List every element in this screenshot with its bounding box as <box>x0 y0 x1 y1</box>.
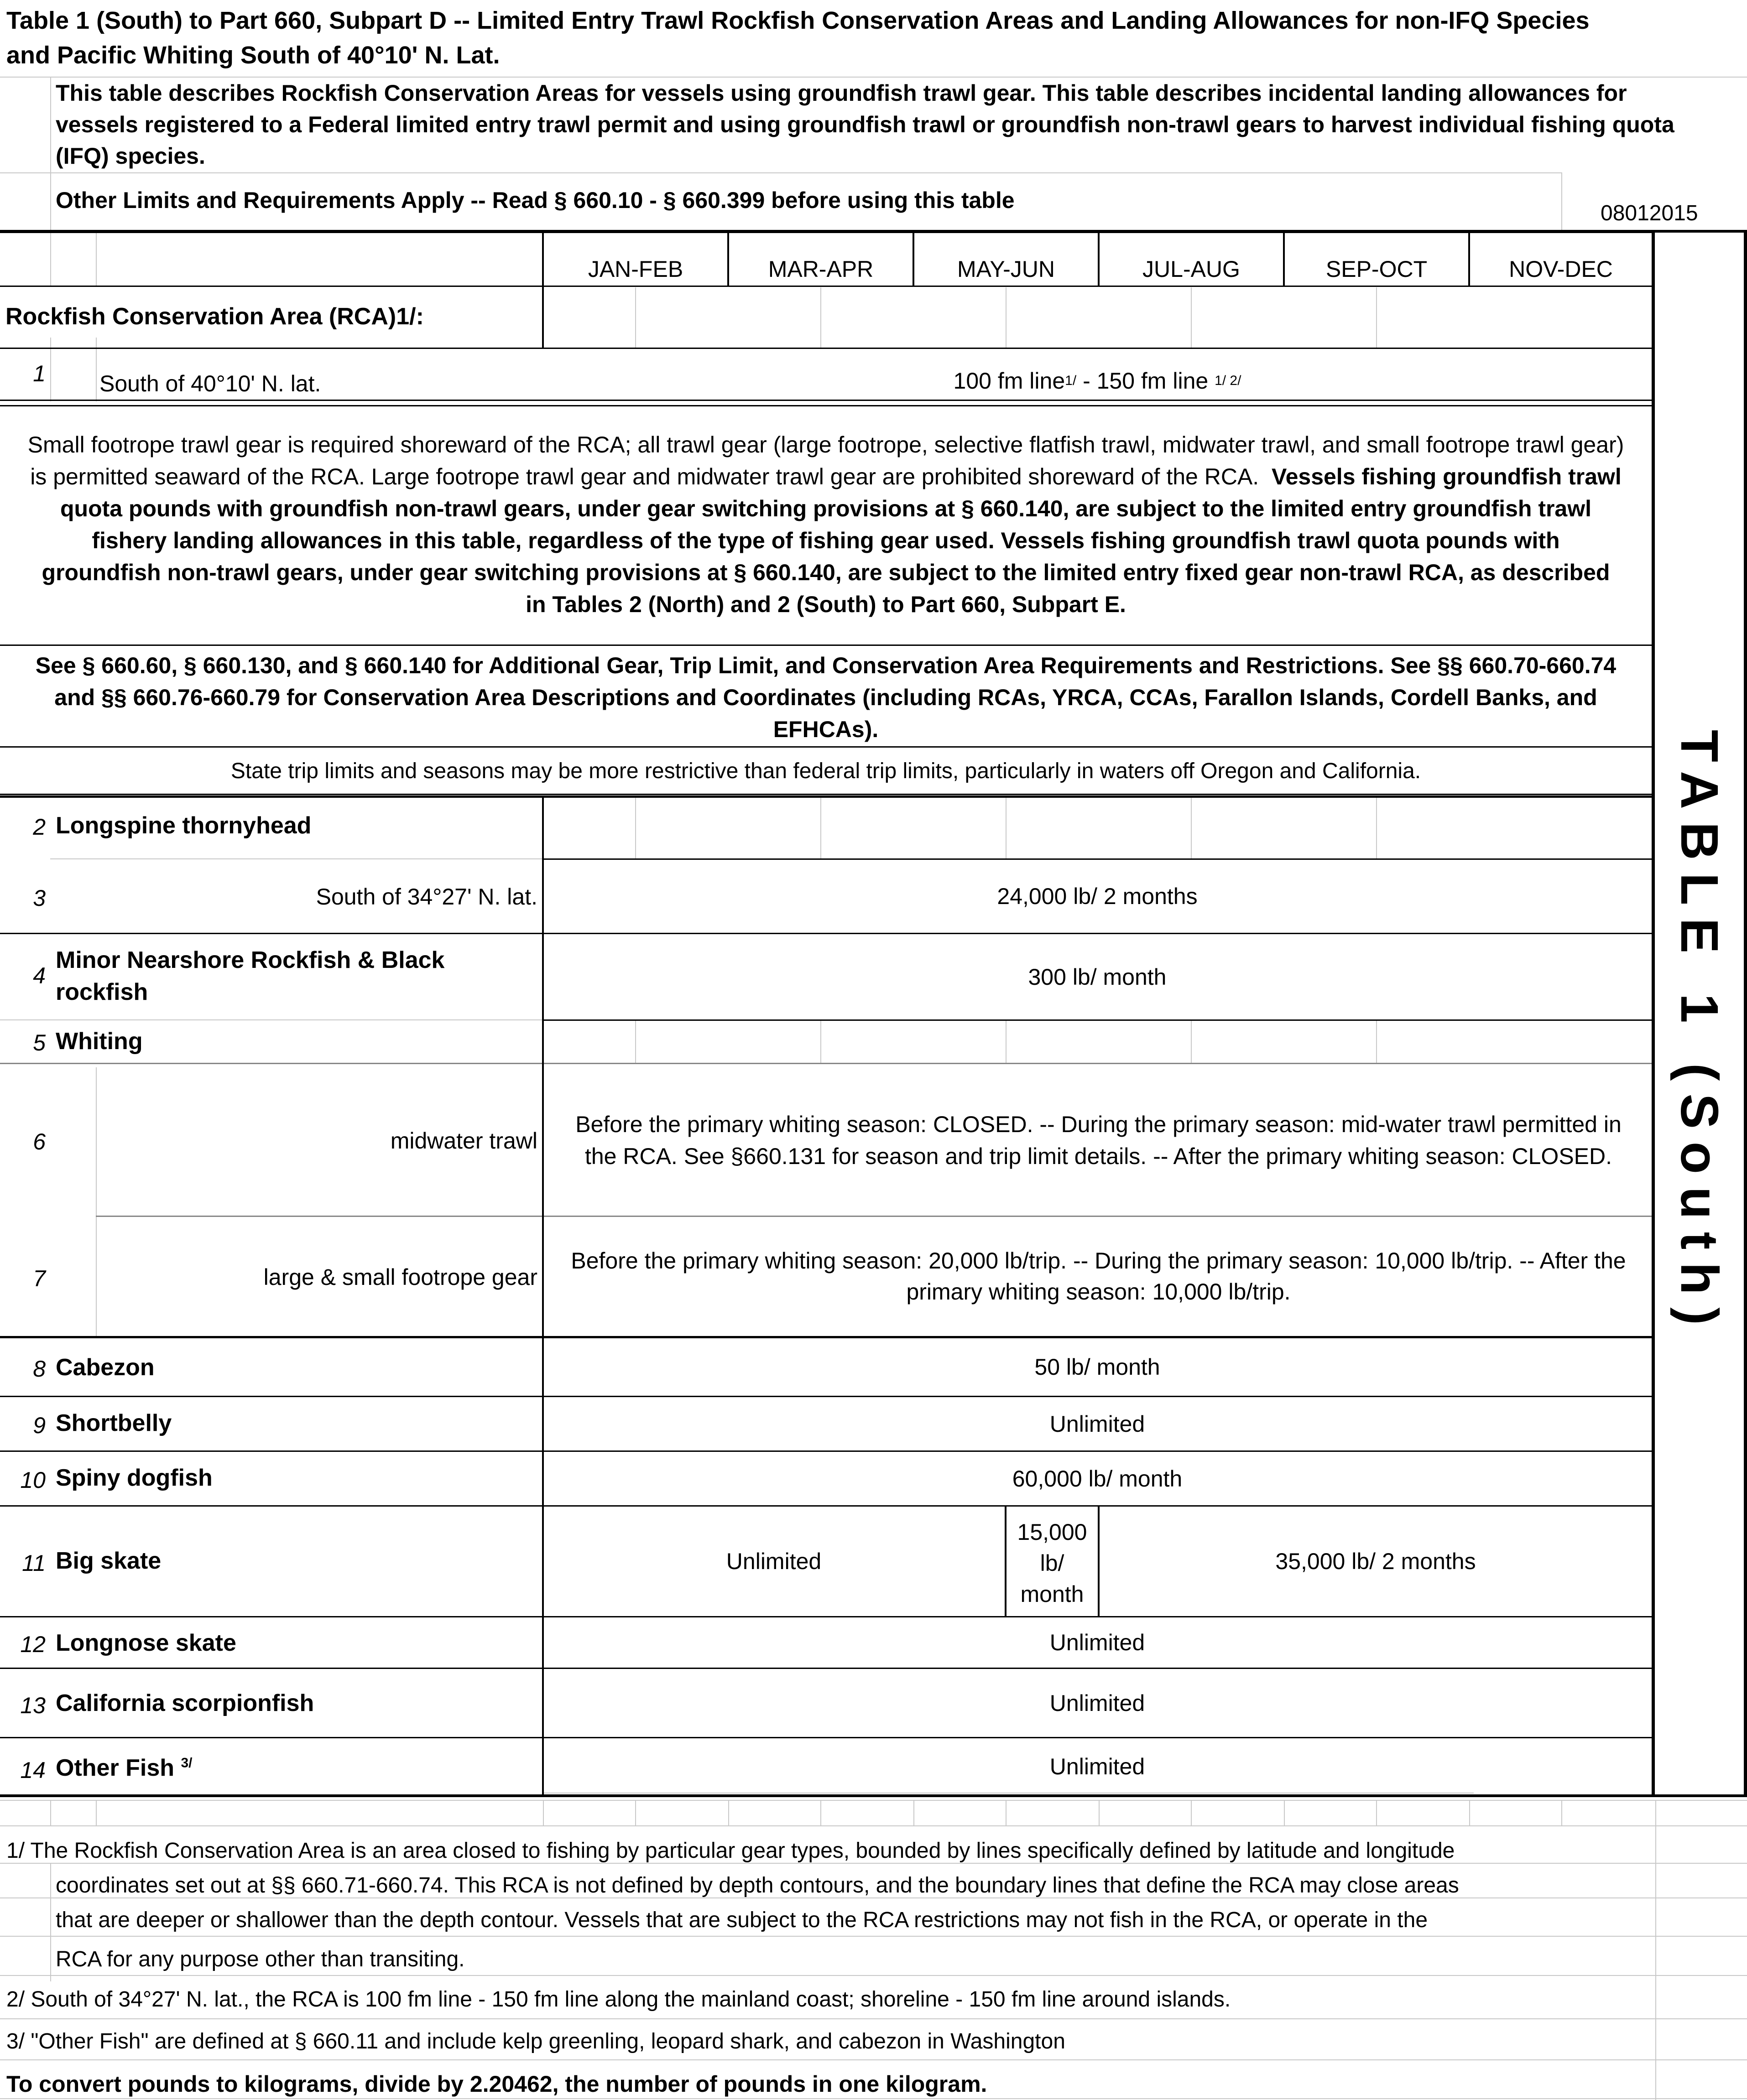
row-number: 10 <box>20 1467 46 1493</box>
gear-note-line2 <box>0 461 1652 493</box>
trip-limit-cabezon: 50 lb/ month <box>1034 1354 1160 1380</box>
species-label-other-fish <box>56 1754 193 1782</box>
row-number: 12 <box>20 1632 46 1657</box>
trip-limit-whiting-footrope-line2: primary whiting season: 10,000 lb/trip. <box>906 1279 1291 1305</box>
trip-limit-big-skate-jun-line1: 15,000 <box>1017 1519 1087 1545</box>
gear-note-line6: in Tables 2 (North) and 2 (South) to Part 660, Subpart E. <box>526 592 1126 617</box>
row-number: 1 <box>33 361 46 386</box>
description-line2: vessels registered to a Federal limited entry trawl permit and using groundfish trawl or groundfish non-trawl gears to harvest individual fishing quota <box>56 112 1674 137</box>
period-header-may-jun: MAY-JUN <box>957 256 1055 282</box>
trip-limit-longspine-south: 24,000 lb/ 2 months <box>997 884 1198 909</box>
trip-limit-whiting-footrope <box>545 1245 1652 1307</box>
species-label-spiny-dogfish: Spiny dogfish <box>56 1465 213 1491</box>
trip-limit-longnose-skate: Unlimited <box>1049 1630 1145 1655</box>
gear-label-midwater-trawl: midwater trawl <box>390 1128 537 1154</box>
rca-value-b: - 150 fm line <box>1076 368 1215 394</box>
gear-note-line2-bold: Vessels fishing groundfish trawl <box>1271 464 1622 489</box>
footnote-1-line2: coordinates set out at §§ 660.71-660.74. This RCA is not defined by depth contours, and the boundary lines that define the RCA may close areas <box>56 1873 1459 1897</box>
other-limits-note: Other Limits and Requirements Apply -- Read § 660.10 - § 660.399 before using this table <box>56 187 1015 213</box>
rca-value-a: 100 fm line <box>953 368 1065 394</box>
species-label-longnose-skate: Longnose skate <box>56 1630 236 1656</box>
table-title-line2: and Pacific Whiting South of 40°10' N. Lat. <box>6 42 500 69</box>
row-number: 6 <box>33 1129 46 1154</box>
trip-limit-big-skate-jun <box>1006 1517 1098 1610</box>
table-title-line1: Table 1 (South) to Part 660, Subpart D -- Limited Entry Trawl Rockfish Conservation Areas and Landing Allowances for non-IFQ Species <box>6 7 1590 34</box>
row-number: 2 <box>33 814 46 840</box>
period-header-mar-apr: MAR-APR <box>768 256 874 282</box>
rca-heading: Rockfish Conservation Area (RCA)1/: <box>5 303 424 330</box>
species-label-minor-nearshore <box>56 944 444 1008</box>
row-number: 8 <box>33 1356 46 1382</box>
description-line3: (IFQ) species. <box>56 143 205 169</box>
species-label-california-scorpionfish: California scorpionfish <box>56 1690 314 1716</box>
see-note-line1: See § 660.60, § 660.130, and § 660.140 for Additional Gear, Trip Limit, and Conservation Area Requirements and Restrictions. See §§ 660.70-660.74 <box>35 653 1617 678</box>
period-header-sep-oct: SEP-OCT <box>1325 256 1428 282</box>
gear-label-large-small-footrope: large & small footrope gear <box>263 1264 537 1290</box>
row-number: 9 <box>33 1413 46 1438</box>
footnote-1-line1: 1/ The Rockfish Conservation Area is an area closed to fishing by particular gear types, bounded by lines specifically defined by latitude and longitude <box>6 1839 1455 1863</box>
row-number: 7 <box>33 1266 46 1291</box>
gear-note-line2-regular: is permitted seaward of the RCA. Large footrope trawl gear and midwater trawl gear are prohibited shoreward of the RCA. <box>30 464 1259 489</box>
gear-note-line1: Small footrope trawl gear is required shoreward of the RCA; all trawl gear (large footrope, selective flatfish trawl, midwater trawl, and small footrope trawl gear) <box>27 432 1624 457</box>
trip-limit-minor-nearshore: 300 lb/ month <box>1028 964 1167 990</box>
side-table-label <box>1655 730 1744 1338</box>
see-note-line3: EFHCAs). <box>773 717 879 742</box>
species-label-minor-nearshore-line2: rockfish <box>56 979 148 1005</box>
species-label-cabezon: Cabezon <box>56 1354 155 1381</box>
gear-note-line3: quota pounds with groundfish non-trawl gears, under gear switching provisions at § 660.140, are subject to the limited entry groundfish trawl <box>60 496 1592 521</box>
trip-limit-big-skate-jul-dec: 35,000 lb/ 2 months <box>1275 1549 1476 1574</box>
period-header-jan-feb: JAN-FEB <box>588 256 683 282</box>
trip-limit-whiting-midwater <box>545 1108 1652 1172</box>
area-label-south-34-27: South of 34°27' N. lat. <box>316 884 537 910</box>
footnote-ref-3: 3/ <box>181 1755 193 1771</box>
footnote-3: 3/ "Other Fish" are defined at § 660.11 and include kelp greenling, leopard shark, and cabezon in Washington <box>6 2029 1065 2053</box>
trip-limit-whiting-footrope-line1: Before the primary whiting season: 20,000 lb/trip. -- During the primary season: 10,000 lb/trip. -- After the <box>571 1248 1626 1274</box>
trip-limit-big-skate-jan-may: Unlimited <box>726 1549 822 1574</box>
state-note: State trip limits and seasons may be more restrictive than federal trip limits, particularly in waters off Oregon and California. <box>230 759 1421 783</box>
row-number: 5 <box>33 1030 46 1055</box>
species-label-shortbelly: Shortbelly <box>56 1410 172 1436</box>
gear-note-line4: fishery landing allowances in this table, regardless of the type of fishing gear used. Vessels fishing groundfish trawl quota pounds with <box>92 528 1560 553</box>
trip-limit-whiting-midwater-line2: the RCA. See §660.131 for season and trip limit details. -- After the primary whiting season: CLOSED. <box>584 1144 1612 1169</box>
trip-limit-shortbelly: Unlimited <box>1049 1411 1145 1437</box>
trip-limit-california-scorpionfish: Unlimited <box>1049 1690 1145 1716</box>
conversion-note: To convert pounds to kilograms, divide by 2.20462, the number of pounds in one kilogram. <box>6 2071 987 2097</box>
document-code: 08012015 <box>1601 201 1698 225</box>
species-label-minor-nearshore-line1: Minor Nearshore Rockfish & Black <box>56 947 445 973</box>
footnote-1-line4: RCA for any purpose other than transiting. <box>56 1947 465 1971</box>
trip-limit-spiny-dogfish: 60,000 lb/ month <box>1012 1466 1183 1492</box>
gear-note <box>0 429 1652 620</box>
description-line1: This table describes Rockfish Conservation Areas for vessels using groundfish trawl gear. This table describes incidental landing allowances for <box>56 80 1627 106</box>
trip-limit-big-skate-jun-line3: month <box>1020 1581 1084 1607</box>
species-label-other-fish-text: Other Fish <box>56 1755 181 1781</box>
side-table-label-text: TABLE 1 (South) <box>1670 730 1729 1338</box>
row-number: 11 <box>22 1550 46 1576</box>
footnote-2: 2/ South of 34°27' N. lat., the RCA is 100 fm line - 150 fm line along the mainland coast; shoreline - 150 fm line around islands. <box>6 1987 1231 2012</box>
rca-row1-label: South of 40°10' N. lat. <box>99 371 321 396</box>
rca-row1-value: 100 fm line 1/ - 150 fm line 1/ 2/ <box>953 368 1241 394</box>
species-label-whiting: Whiting <box>56 1028 143 1055</box>
trip-limit-whiting-midwater-line1: Before the primary whiting season: CLOSED. -- During the primary season: mid-water trawl permitted in <box>575 1112 1622 1137</box>
row-number: 4 <box>33 963 46 988</box>
gear-note-line5: groundfish non-trawl gears, under gear switching provisions at § 660.140, are subject to the limited entry fixed gear non-trawl RCA, as described <box>42 560 1610 585</box>
period-header-jul-aug: JUL-AUG <box>1142 256 1240 282</box>
row-number: 14 <box>20 1757 46 1783</box>
period-header-nov-dec: NOV-DEC <box>1509 256 1613 282</box>
trip-limit-other-fish: Unlimited <box>1049 1753 1145 1779</box>
row-number: 3 <box>33 885 46 911</box>
row-number: 13 <box>20 1693 46 1718</box>
see-note <box>0 650 1652 745</box>
see-note-line2: and §§ 660.76-660.79 for Conservation Area Descriptions and Coordinates (including RCAs, YRCA, CCAs, Farallon Islands, Cordell Banks, and <box>54 685 1597 710</box>
footnote-1-line3: that are deeper or shallower than the depth contour. Vessels that are subject to the RCA restrictions may not fish in the RCA, or operate in the <box>56 1908 1428 1932</box>
trip-limit-big-skate-jun-line2: lb/ <box>1040 1550 1064 1576</box>
species-label-big-skate: Big skate <box>56 1548 162 1574</box>
species-label-longspine-thornyhead: Longspine thornyhead <box>56 812 312 839</box>
